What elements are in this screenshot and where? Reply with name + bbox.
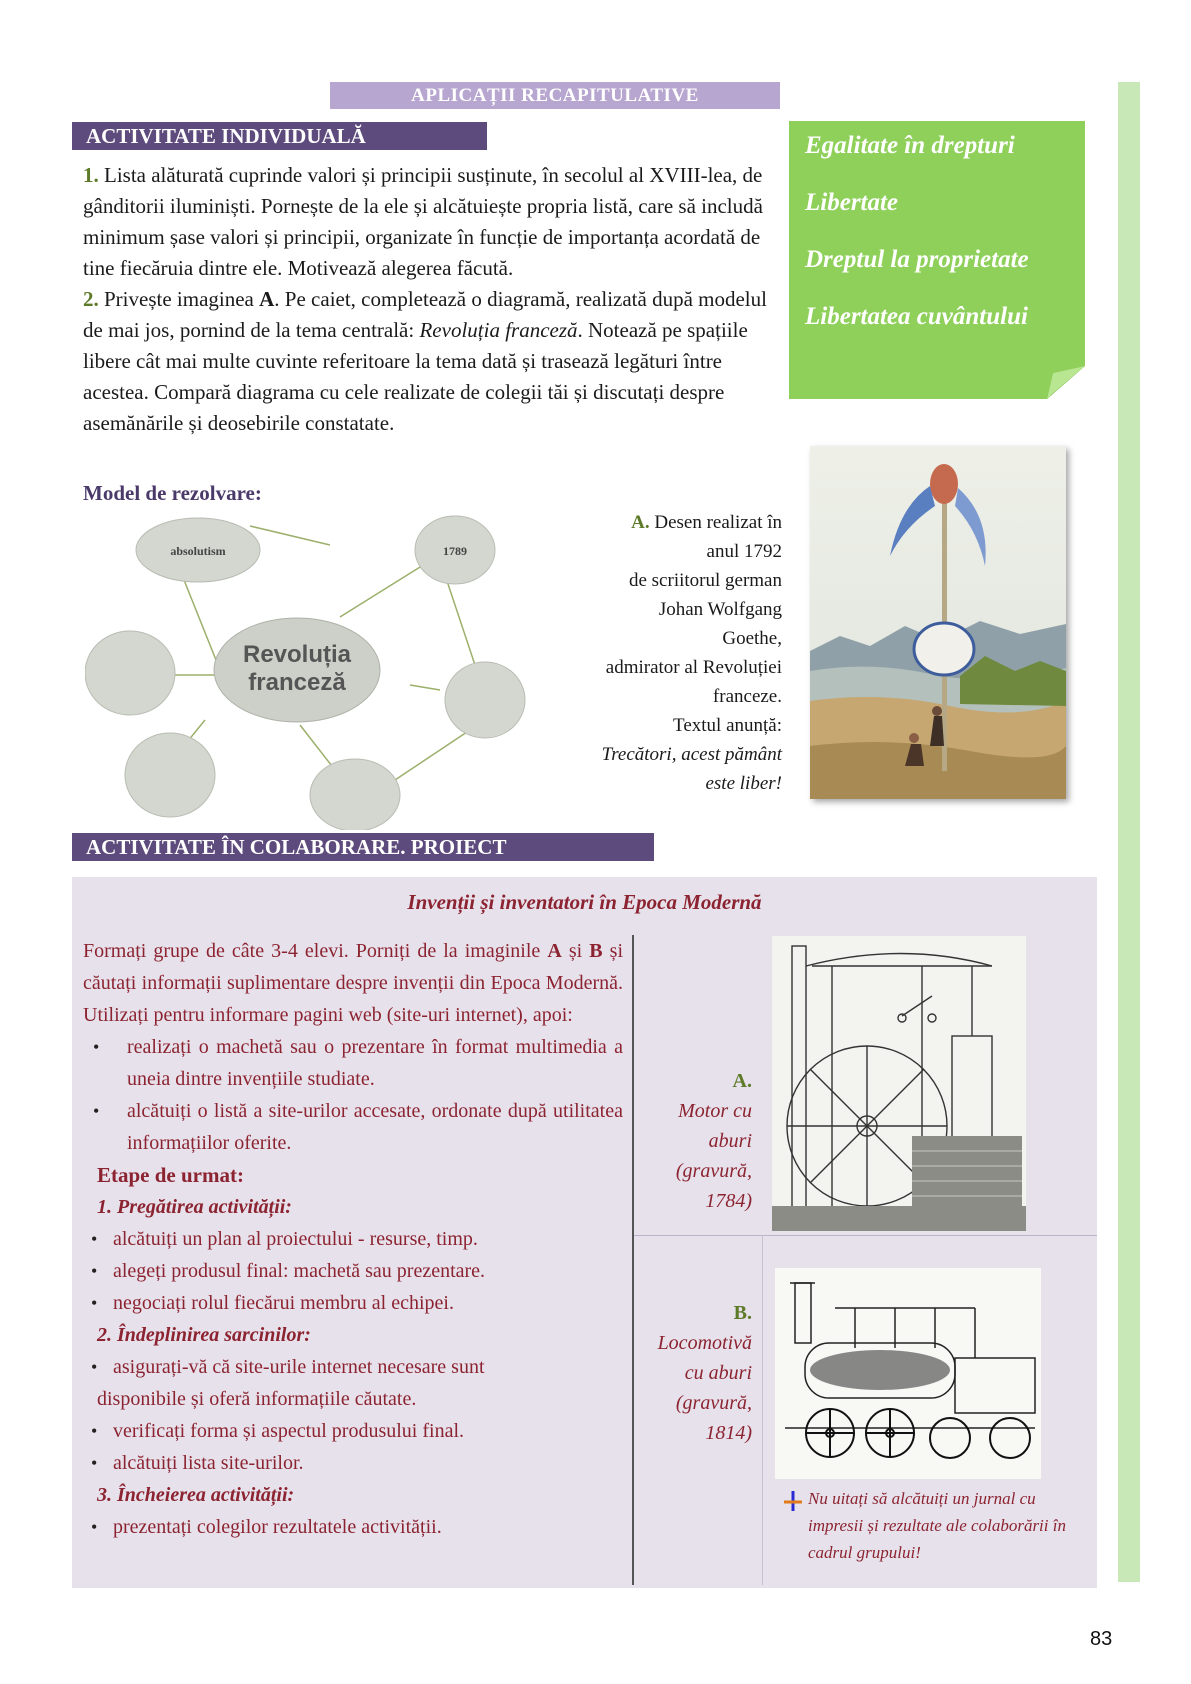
engine-caption-label: A. bbox=[732, 1070, 752, 1092]
intro-ref-a: A bbox=[547, 940, 562, 962]
steps-title: Etape de urmat: bbox=[97, 1163, 244, 1187]
row-divider bbox=[634, 1235, 1097, 1236]
value-item: Libertate bbox=[805, 189, 899, 216]
caption-text: Textul anunță: bbox=[673, 715, 782, 736]
step-item: • negociați rolul fiecărui membru al echipei. bbox=[83, 1287, 623, 1319]
caption-text: admirator al Revoluției bbox=[605, 657, 782, 678]
individual-activity-bar: ACTIVITATE INDIVIDUALĂ bbox=[72, 122, 487, 150]
caption-text: Goethe, bbox=[722, 628, 782, 649]
diagram-node-1789: 1789 bbox=[443, 544, 467, 558]
caption-quote: este liber! bbox=[705, 773, 782, 794]
caption-text: Desen realizat în bbox=[654, 512, 782, 533]
step-item: • alcătuiți un plan al proiectului - resurse, timp. bbox=[83, 1223, 623, 1255]
task-2-number: 2. bbox=[83, 287, 99, 311]
caption-text: (gravură, bbox=[675, 1392, 752, 1414]
step-item: • alegeți produsul final: machetă sau prezentare. bbox=[83, 1255, 623, 1287]
liberty-tree-drawing bbox=[810, 446, 1066, 799]
caption-text: anul 1792 bbox=[706, 541, 782, 562]
diagram-node-absolutism: absolutism bbox=[170, 544, 226, 558]
project-instructions bbox=[83, 935, 623, 1543]
intro-text: și căutați informații suplimentare despre invenții din Epoca Modernă. Utilizați pentru informare pagini web (site-uri internet), apoi: bbox=[83, 940, 624, 1026]
engine-caption bbox=[640, 1066, 752, 1216]
recap-header: APLICAȚII RECAPITULATIVE bbox=[330, 82, 780, 109]
locomotive-caption-label: B. bbox=[733, 1302, 752, 1324]
intro-ref-b: B bbox=[589, 940, 603, 962]
step-item-cont: disponibile și oferă informațiile căutate. bbox=[97, 1388, 417, 1410]
caption-text: de scriitorul german bbox=[628, 570, 782, 591]
steam-engine-engraving bbox=[772, 936, 1026, 1231]
steam-locomotive-engraving bbox=[775, 1268, 1041, 1479]
project-title: Invenții și inventatori în Epoca Modernă bbox=[407, 890, 762, 914]
values-list bbox=[805, 126, 1085, 354]
caption-text: 1784) bbox=[705, 1190, 752, 1212]
step-item: • asigurați-vă că site-urile internet necesare sunt bbox=[83, 1351, 623, 1383]
task-1 bbox=[83, 160, 783, 284]
caption-text: (gravură, bbox=[675, 1160, 752, 1182]
task-1-text: Lista alăturată cuprinde valori și principii susținute, în secolul al XVIII-lea, de gânditorii iluminiști. Pornește de la ele și alcătuiește propria listă, care să includă minimum șase valori și principii, organizate în funcție de importanța acordată de tine fiecăruia dintre ele. Motivează alegerea făcută. bbox=[83, 163, 763, 280]
task-bullet: • realizați o machetă sau o prezentare în format multimedia a uneia dintre invențiile studiate. bbox=[83, 1031, 623, 1095]
step-item: • alcătuiți lista site-urilor. bbox=[83, 1447, 623, 1479]
step-3-title: 3. Încheierea activității: bbox=[97, 1484, 295, 1506]
task-2-text-b: . Pe caiet, completează o diagramă, realizată după modelul de mai jos, pornind de la tema centrală: bbox=[83, 287, 767, 342]
task-2-topic: Revoluția franceză bbox=[419, 318, 578, 342]
model-label: Model de rezolvare: bbox=[83, 481, 262, 505]
task-2-text-c: . Notează pe spațiile libere cât mai multe cuvinte referitoare la tema dată și trasează legături între acestea. Compară diagrama cu cele realizate de colegii tăi și discutați despre asemănările și deosebirile constatate. bbox=[83, 318, 748, 435]
task-2 bbox=[83, 284, 783, 439]
value-item: Egalitate în drepturi bbox=[805, 132, 1015, 159]
caption-text: Motor cu bbox=[678, 1100, 752, 1122]
side-decoration-bar bbox=[1118, 82, 1140, 1582]
task-bullet: • alcătuiți o listă a site-urilor accesate, ordonate după utilitatea informațiilor oferite. bbox=[83, 1095, 623, 1159]
intro-text: Formați grupe de câte 3-4 elevi. Porniți de la imaginile bbox=[83, 940, 541, 962]
pin-icon bbox=[784, 1491, 802, 1511]
caption-text: Johan Wolfgang bbox=[658, 599, 782, 620]
step-item: • prezentați colegilor rezultatele activității. bbox=[83, 1511, 623, 1543]
caption-a-label: A. bbox=[631, 512, 650, 533]
caption-quote: Trecători, acest pământ bbox=[601, 744, 782, 765]
caption-text: Locomotivă bbox=[657, 1332, 752, 1354]
collaboration-activity-bar: ACTIVITATE ÎN COLABORARE. PROIECT bbox=[72, 833, 654, 861]
footnote: Nu uitați să alcătuiți un jurnal cu impresii și rezultate ale colaborării în cadrul grupului! bbox=[808, 1489, 1066, 1562]
value-item: Libertatea cuvântului bbox=[805, 303, 1028, 330]
diagram-center-line2: franceză bbox=[248, 669, 346, 696]
step-item: • verificați forma și aspectul produsului final. bbox=[83, 1415, 623, 1447]
intro-text: și bbox=[568, 940, 583, 962]
page-number: 83 bbox=[1090, 1628, 1113, 1650]
caption-text: cu aburi bbox=[684, 1362, 752, 1384]
model-diagram bbox=[85, 505, 585, 830]
step-1-title: 1. Pregătirea activității: bbox=[97, 1196, 292, 1218]
task-2-text-a: Privește imaginea bbox=[104, 287, 254, 311]
task-2-image-ref: A bbox=[259, 287, 275, 311]
caption-text: 1814) bbox=[705, 1422, 752, 1444]
column-divider bbox=[632, 935, 634, 1585]
caption-text: franceze. bbox=[712, 686, 782, 707]
step-2-title: 2. Îndeplinirea sarcinilor: bbox=[97, 1324, 311, 1346]
caption-text: aburi bbox=[708, 1130, 752, 1152]
task-1-number: 1. bbox=[83, 163, 99, 187]
individual-tasks bbox=[83, 160, 783, 439]
project-intro bbox=[83, 935, 623, 1031]
inner-divider bbox=[762, 1235, 763, 1585]
locomotive-caption bbox=[640, 1298, 752, 1448]
diagram-center-line1: Revoluția bbox=[242, 641, 352, 668]
caption-line bbox=[560, 508, 782, 537]
value-item: Dreptul la proprietate bbox=[805, 246, 1029, 273]
image-a-caption bbox=[560, 508, 782, 798]
